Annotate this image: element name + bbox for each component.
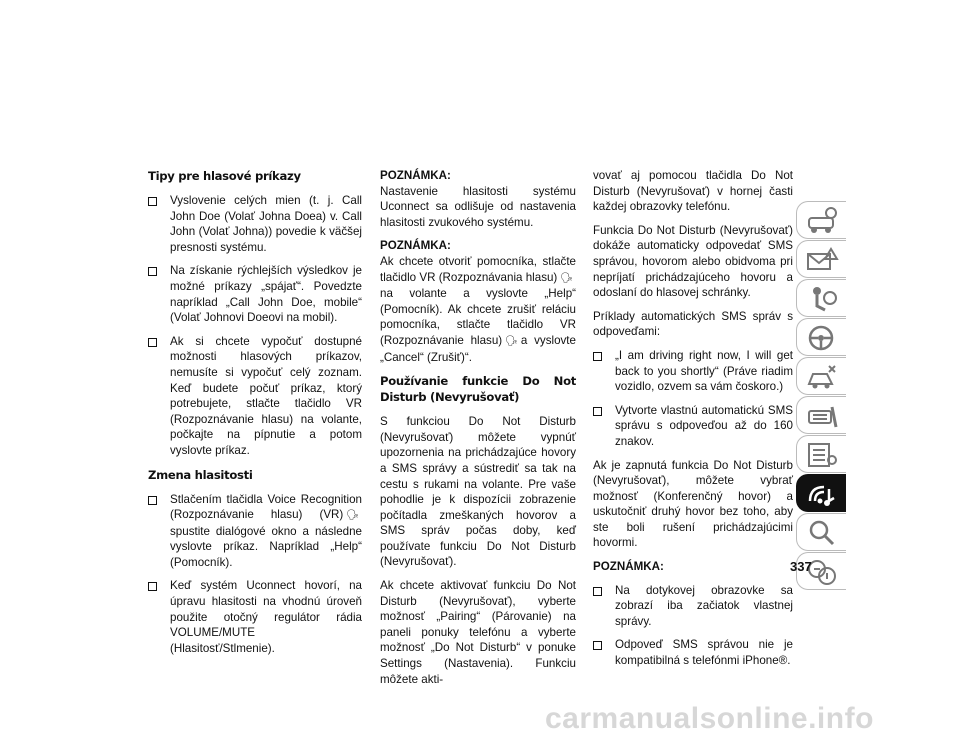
- column-right: [593, 168, 793, 677]
- heading-voice-tips: Tipy pre hlasové príkazy: [148, 169, 301, 183]
- tab-emergency[interactable]: [796, 357, 846, 395]
- tab-specs[interactable]: [796, 435, 846, 473]
- note-list: [593, 583, 793, 669]
- voice-recognition-icon: 🗣: [346, 510, 359, 522]
- paragraph: S funkciou Do Not Disturb (Nevyrušovať) môžete vypnúť upozornenia na prichádzajúce hovory a SMS správy a sústrediť sa tak na cestu s rukami na volante. Pre vaše pohodlie je k dispozícii zobrazenie počítadla zmeškaných hovorov a SMS správ počas doby, keď používate funkciu Do Not Disturb (Nevyrušovať).: [380, 415, 576, 569]
- list-item: Vyslovenie celých mien (t. j. Call John Doe (Volať Johna Doea) v. Call John (Volať Johna)) povedie k väčšej presnosti systému.: [148, 193, 362, 255]
- paragraph: Ak chcete aktivovať funkciu Do Not Disturb (Nevyrušovať), vyberte možnosť „Pairing“ (Párovanie) na paneli ponuky telefónu a vyberte možnosť „Do Not Disturb“ v ponuke Settings (Nastavenia). Funkciu môžete akti-: [380, 579, 576, 686]
- page-number: 337: [790, 559, 812, 574]
- tab-messages[interactable]: [796, 240, 846, 278]
- note-title: POZNÁMKA:: [593, 560, 664, 574]
- column-left: [148, 168, 362, 664]
- checkbox-bullet-icon: [148, 338, 157, 347]
- paragraph: vovať aj pomocou tlačidla Do Not Disturb (Nevyrušovať) v hornej časti každej obrazovky telefónu.: [593, 169, 793, 214]
- column-middle: [380, 168, 576, 695]
- tab-driving[interactable]: [796, 318, 846, 356]
- gauges-icon: [805, 440, 839, 470]
- paragraph: Príklady automatických SMS správ s odpoveďami:: [593, 309, 793, 339]
- list-item: Odpoveď SMS správou nie je kompatibilná s telefónmi iPhone®.: [593, 637, 793, 668]
- checkbox-bullet-icon: [148, 496, 157, 505]
- paragraph: Funkcia Do Not Disturb (Nevyrušovať) dokáže automaticky odpovedať SMS správou, hovorom alebo obidvoma pri nepríjatí prichádzajúceho hovoru a odoslaní do hlasovej schránky.: [593, 223, 793, 300]
- search-icon: [805, 518, 839, 548]
- heading-volume: Zmena hlasitosti: [148, 467, 253, 482]
- list-item: Vytvorte vlastnú automatickú SMS správu s odpoveďou až do 160 znakov.: [593, 403, 793, 450]
- voice-recognition-icon: 🗣: [505, 335, 518, 347]
- envelope-warning-icon: [805, 245, 839, 275]
- volume-list: [148, 492, 362, 657]
- list-item: Keď systém Uconnect hovorí, na úpravu hlasitosti na vhodnú úroveň použite otočný regulátor rádia VOLUME/MUTE (Hlasitosť/Stlmenie).: [148, 578, 362, 656]
- car-service-icon: [805, 401, 839, 431]
- heading-do-not-disturb: Používanie funkcie Do Not Disturb (Nevyrušovať): [380, 374, 576, 405]
- checkbox-bullet-icon: [593, 352, 602, 361]
- car-info-icon: [805, 206, 839, 236]
- voice-tips-list: [148, 193, 362, 459]
- list-item: „I am driving right now, I will get back to you shortly“ (Práve riadim vozidlo, ozvem sa vám čoskoro.): [593, 348, 793, 395]
- list-item: Ak si chcete vypočuť dostupné možnosti hlasových príkazov, nemusíte si vypočuť celý zoznam. Keď budete počuť príkaz, ktorý potrebujete, stlačte tlačidlo VR (Rozpoznávanie hlasu) na volante, počkajte na pípnutie a potom vyslovte príkaz.: [148, 334, 362, 459]
- steering-wheel-icon: [805, 323, 839, 353]
- checkbox-bullet-icon: [593, 641, 602, 650]
- multimedia-icon: [805, 479, 839, 509]
- voice-recognition-icon: 🗣: [560, 272, 573, 284]
- paragraph: Ak je zapnutá funkcia Do Not Disturb (Nevyrušovať), môžete vybrať možnosť (Konferenčný hovor) a uskutočniť druhý hovor bez toho, aby ste boli rušení prichádzajúcimi hovormi.: [593, 458, 793, 550]
- checkbox-bullet-icon: [148, 197, 157, 206]
- watermark: carmanualsonline.info: [545, 702, 874, 735]
- list-item: Na získanie rýchlejších výsledkov je možné príkazy „spájať“. Povedzte napríklad „Call John Doe, mobile“ (Volať Johnovi Doeovi na mobil).: [148, 263, 362, 325]
- tab-safety[interactable]: [796, 279, 846, 317]
- car-crash-icon: [805, 362, 839, 392]
- checkbox-bullet-icon: [593, 587, 602, 596]
- checkbox-bullet-icon: [593, 407, 602, 416]
- chapter-tabs: [796, 201, 846, 591]
- note-block: POZNÁMKA: Nastavenie hlasitosti systému Uconnect sa odlišuje od nastavenia hlasitosti zvukového systému.: [380, 169, 576, 229]
- sms-examples-list: [593, 348, 793, 450]
- note-block: POZNÁMKA: Ak chcete otvoriť pomocníka, stlačte tlačidlo VR (Rozpoznávania hlasu) 🗣na volante a vyslovte „Help“ (Pomocník). Ak chcete zrušiť reláciu pomocníka, stlačte tlačidlo VR (Rozpoznávanie hlasu) 🗣 a vyslovte „Cancel“ (Zrušiť)“.: [380, 239, 576, 364]
- checkbox-bullet-icon: [148, 582, 157, 591]
- tab-service[interactable]: [796, 396, 846, 434]
- tab-car-info[interactable]: [796, 201, 846, 239]
- tab-search[interactable]: [796, 513, 846, 551]
- tab-multimedia[interactable]: [796, 474, 846, 512]
- list-item: Stlačením tlačidla Voice Recognition (Rozpoznávanie hlasu) (VR) 🗣spustite dialógové okno a následne vyslovte príkaz. Napríklad „Help“ (Pomocník).: [148, 492, 362, 571]
- airbag-person-icon: [805, 284, 839, 314]
- list-item: Na dotykovej obrazovke sa zobrazí iba začiatok vlastnej správy.: [593, 583, 793, 630]
- checkbox-bullet-icon: [148, 267, 157, 276]
